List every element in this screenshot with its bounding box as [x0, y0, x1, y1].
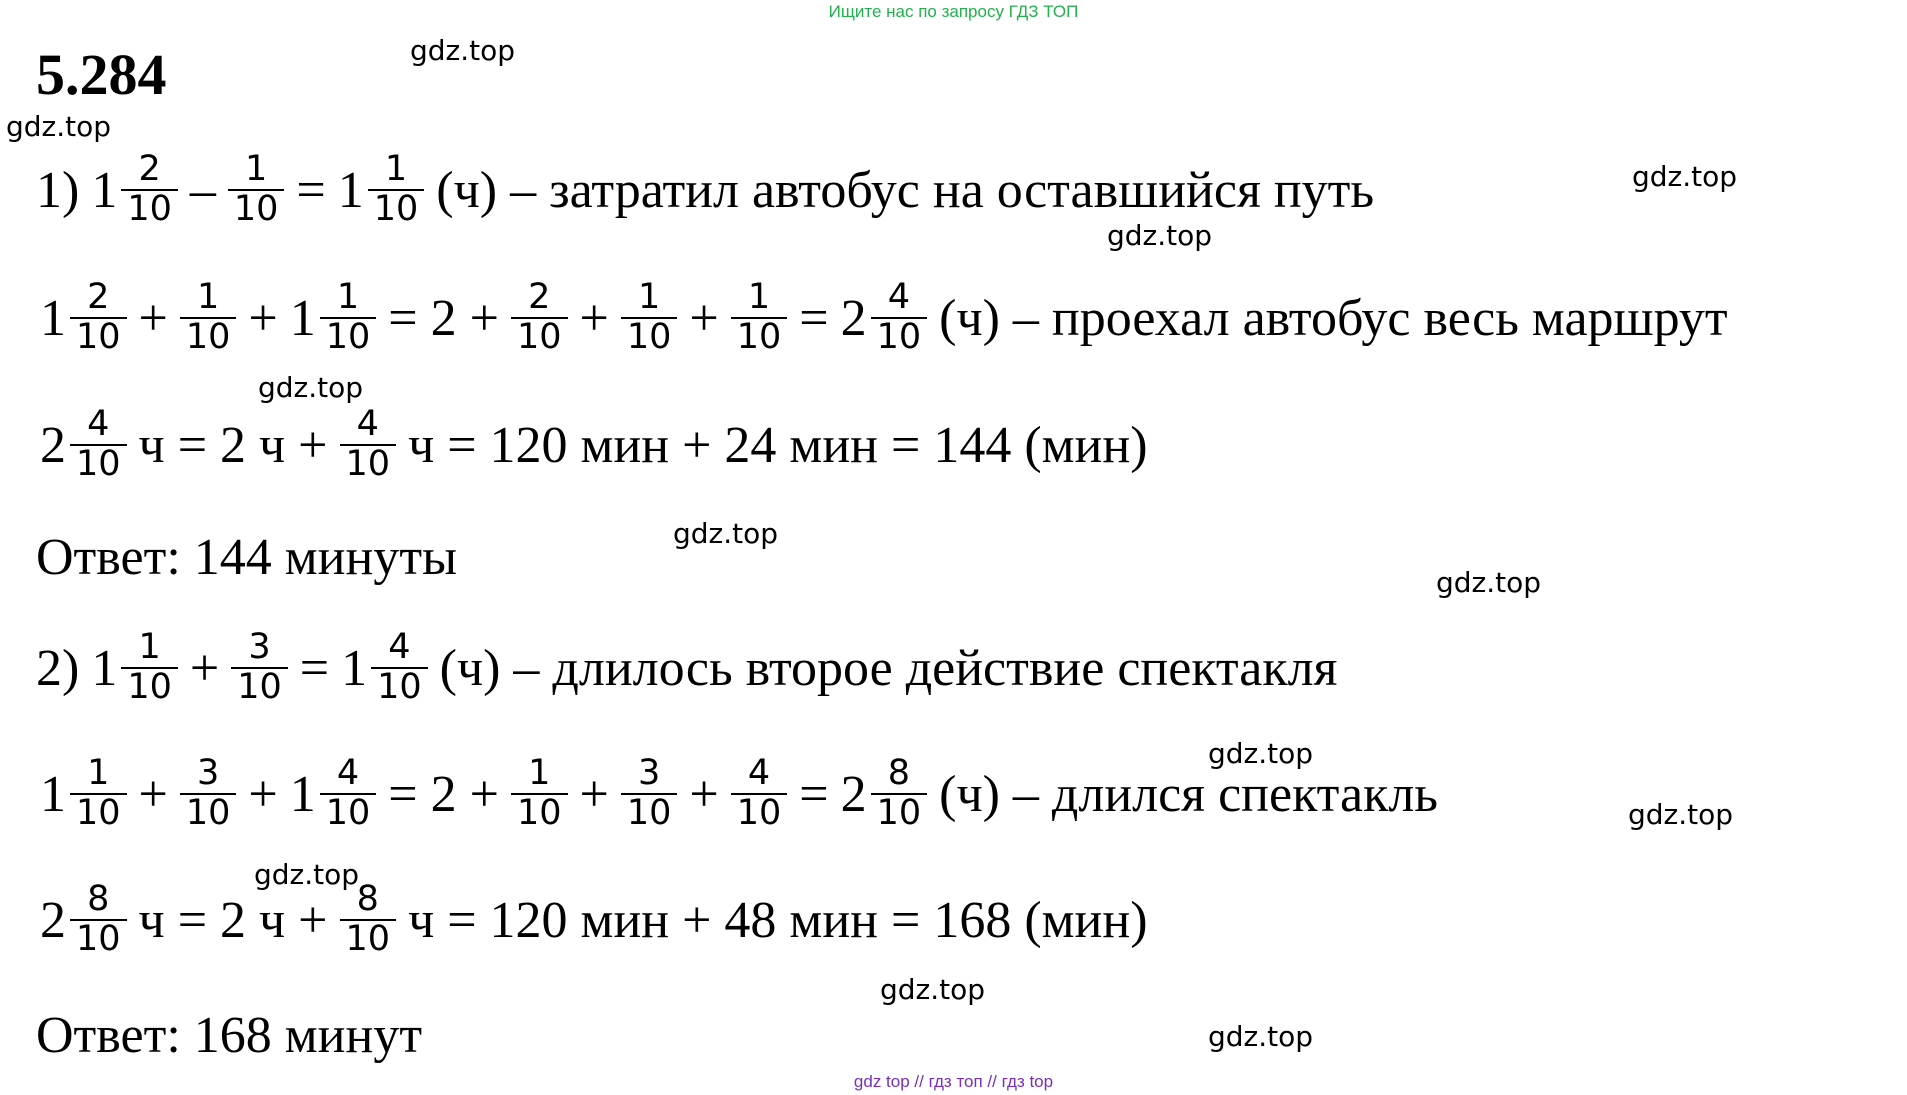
denominator: 10	[320, 317, 377, 357]
answer-line	[36, 497, 465, 617]
fraction-stack	[180, 755, 237, 833]
fraction-stack	[621, 755, 678, 833]
numerator: 8	[87, 879, 110, 920]
numerator: 1	[747, 277, 771, 318]
fraction-stack	[871, 279, 928, 357]
numerator: 1	[87, 753, 110, 794]
whole-part: 1	[40, 289, 66, 347]
fraction-stack	[320, 279, 377, 357]
denominator: 10	[231, 667, 288, 707]
denominator: 10	[121, 667, 178, 707]
expression-text: ч = 2 ч +	[138, 416, 328, 474]
expression-text: +	[189, 639, 220, 697]
expression-text: Ответ: 168 минут	[36, 1006, 423, 1064]
fraction-stack	[511, 755, 568, 833]
denominator: 10	[731, 793, 788, 833]
expression-text: =	[296, 161, 326, 219]
fraction	[507, 279, 572, 357]
mixed-number	[36, 406, 131, 484]
expression-text: ч = 2 ч +	[138, 891, 328, 949]
fraction-stack	[340, 881, 397, 959]
numerator: 1	[637, 277, 661, 318]
numerator: 3	[637, 753, 661, 794]
mixed-number	[87, 629, 182, 707]
fraction-stack	[70, 755, 127, 833]
expression-text: +	[689, 289, 719, 347]
watermark: gdz.top	[673, 517, 779, 550]
denominator: 10	[180, 793, 237, 833]
expression-text: (ч) – проехал автобус весь маршрут	[939, 289, 1728, 347]
fraction	[617, 279, 682, 357]
watermark: gdz.top	[1628, 798, 1734, 831]
numerator: 1	[528, 753, 551, 794]
watermark: gdz.top	[1208, 737, 1314, 770]
denominator: 10	[621, 317, 678, 357]
fraction-stack	[871, 755, 928, 833]
watermark: gdz.top	[1436, 566, 1542, 599]
numerator: 2	[138, 149, 161, 190]
denominator: 10	[340, 919, 397, 959]
mixed-number	[87, 151, 182, 229]
solution-line	[36, 734, 1446, 854]
numerator: 2	[528, 277, 551, 318]
denominator: 10	[871, 317, 928, 357]
denominator: 10	[731, 317, 788, 357]
denominator: 10	[511, 317, 568, 357]
fraction-stack	[121, 151, 178, 229]
denominator: 10	[511, 793, 568, 833]
numerator: 4	[356, 404, 379, 445]
denominator: 10	[70, 317, 127, 357]
expression-text: (ч) – длился спектакль	[939, 765, 1439, 823]
denominator: 10	[70, 919, 127, 959]
mixed-number	[36, 881, 131, 959]
whole-part: 1	[337, 161, 364, 219]
expression-text: +	[248, 765, 278, 823]
numerator: 3	[197, 753, 220, 794]
mixed-number	[36, 755, 131, 833]
denominator: 10	[320, 793, 377, 833]
denominator: 10	[368, 189, 425, 229]
watermark: gdz.top	[410, 34, 516, 67]
solution-line	[36, 608, 1345, 728]
expression-text: +	[138, 765, 168, 823]
numerator: 2	[87, 277, 110, 318]
expression-text: +	[248, 289, 278, 347]
whole-part: 1	[40, 765, 66, 823]
denominator: 10	[121, 189, 178, 229]
expression-text: ч = 120 мин + 48 мин = 168 (мин)	[408, 891, 1148, 949]
denominator: 10	[340, 444, 397, 484]
solution-line	[36, 258, 1736, 378]
watermark: gdz.top	[254, 858, 360, 891]
denominator: 10	[180, 317, 237, 357]
mixed-number	[837, 755, 932, 833]
numerator: 4	[747, 753, 771, 794]
numerator: 1	[197, 277, 220, 318]
fraction-stack	[371, 629, 428, 707]
fraction	[227, 629, 292, 707]
fraction-stack	[731, 755, 788, 833]
watermark: gdz.top	[6, 110, 112, 143]
problem-number: 5.284	[36, 42, 167, 107]
solution-line	[36, 130, 1382, 250]
fraction	[336, 881, 401, 959]
mixed-number	[337, 629, 432, 707]
fraction	[336, 406, 401, 484]
watermark: gdz.top	[1208, 1020, 1314, 1053]
mixed-number	[334, 151, 429, 229]
fraction-stack	[180, 279, 237, 357]
fraction-stack	[340, 406, 397, 484]
whole-part: 1	[91, 161, 118, 219]
denominator: 10	[70, 444, 127, 484]
numerator: 8	[356, 879, 379, 920]
whole-part: 1	[341, 639, 368, 697]
fraction-stack	[368, 151, 425, 229]
fraction-stack	[121, 629, 178, 707]
fraction-stack	[511, 279, 568, 357]
fraction	[727, 755, 792, 833]
numerator: 4	[336, 753, 360, 794]
watermark: gdz.top	[1107, 219, 1213, 252]
numerator: 1	[336, 277, 360, 318]
expression-text: +	[579, 289, 609, 347]
whole-part: 2	[40, 416, 66, 474]
whole-part: 2	[840, 289, 867, 347]
mixed-number	[36, 279, 131, 357]
watermark: gdz.top	[1632, 160, 1738, 193]
fraction	[224, 151, 289, 229]
expression-text: = 2 +	[388, 289, 499, 347]
expression-text: =	[799, 289, 829, 347]
fraction	[507, 755, 572, 833]
watermark: gdz.top	[880, 973, 986, 1006]
watermark: gdz.top	[258, 371, 364, 404]
fraction	[617, 755, 682, 833]
numerator: 8	[887, 753, 910, 794]
numerator: 1	[245, 149, 268, 190]
expression-text: = 2 +	[388, 765, 499, 823]
denominator: 10	[228, 189, 285, 229]
numerator: 1	[138, 627, 161, 668]
whole-part: 1	[289, 765, 316, 823]
numerator: 4	[887, 277, 910, 318]
expression-text: (ч) – затратил автобус на оставшийся путь	[436, 161, 1375, 219]
fraction-stack	[731, 279, 788, 357]
denominator: 10	[871, 793, 928, 833]
expression-text: +	[138, 289, 168, 347]
expression-text: 2)	[36, 639, 80, 697]
expression-text: ч = 120 мин + 24 мин = 144 (мин)	[408, 416, 1148, 474]
fraction-stack	[70, 406, 127, 484]
denominator: 10	[70, 793, 127, 833]
fraction	[727, 279, 792, 357]
numerator: 4	[388, 627, 411, 668]
fraction-stack	[621, 279, 678, 357]
fraction	[176, 279, 241, 357]
denominator: 10	[621, 793, 678, 833]
mixed-number	[286, 755, 381, 833]
expression-text: (ч) – длилось второе действие спектакля	[439, 639, 1338, 697]
fraction	[176, 755, 241, 833]
expression-text: =	[799, 765, 829, 823]
numerator: 4	[87, 404, 110, 445]
expression-text: +	[689, 765, 719, 823]
numerator: 1	[384, 149, 408, 190]
expression-text: +	[579, 765, 609, 823]
fraction-stack	[231, 629, 288, 707]
expression-text: =	[299, 639, 330, 697]
whole-part: 2	[40, 891, 66, 949]
numerator: 3	[248, 627, 271, 668]
whole-part: 1	[91, 639, 118, 697]
fraction-stack	[228, 151, 285, 229]
denominator: 10	[371, 667, 428, 707]
solution-line	[36, 385, 1156, 505]
expression-text: –	[189, 161, 216, 219]
fraction-stack	[70, 881, 127, 959]
fraction-stack	[70, 279, 127, 357]
mixed-number	[286, 279, 381, 357]
mixed-number	[837, 279, 932, 357]
expression-text: 1)	[36, 161, 80, 219]
expression-text: Ответ: 144 минуты	[36, 528, 458, 586]
whole-part: 1	[289, 289, 316, 347]
fraction-stack	[320, 755, 377, 833]
whole-part: 2	[840, 765, 867, 823]
top-banner: Ищите нас по запросу ГДЗ ТОП	[828, 2, 1079, 21]
solution-line	[36, 860, 1156, 980]
footer-text: gdz top // гдз топ // гдз top	[853, 1072, 1054, 1091]
